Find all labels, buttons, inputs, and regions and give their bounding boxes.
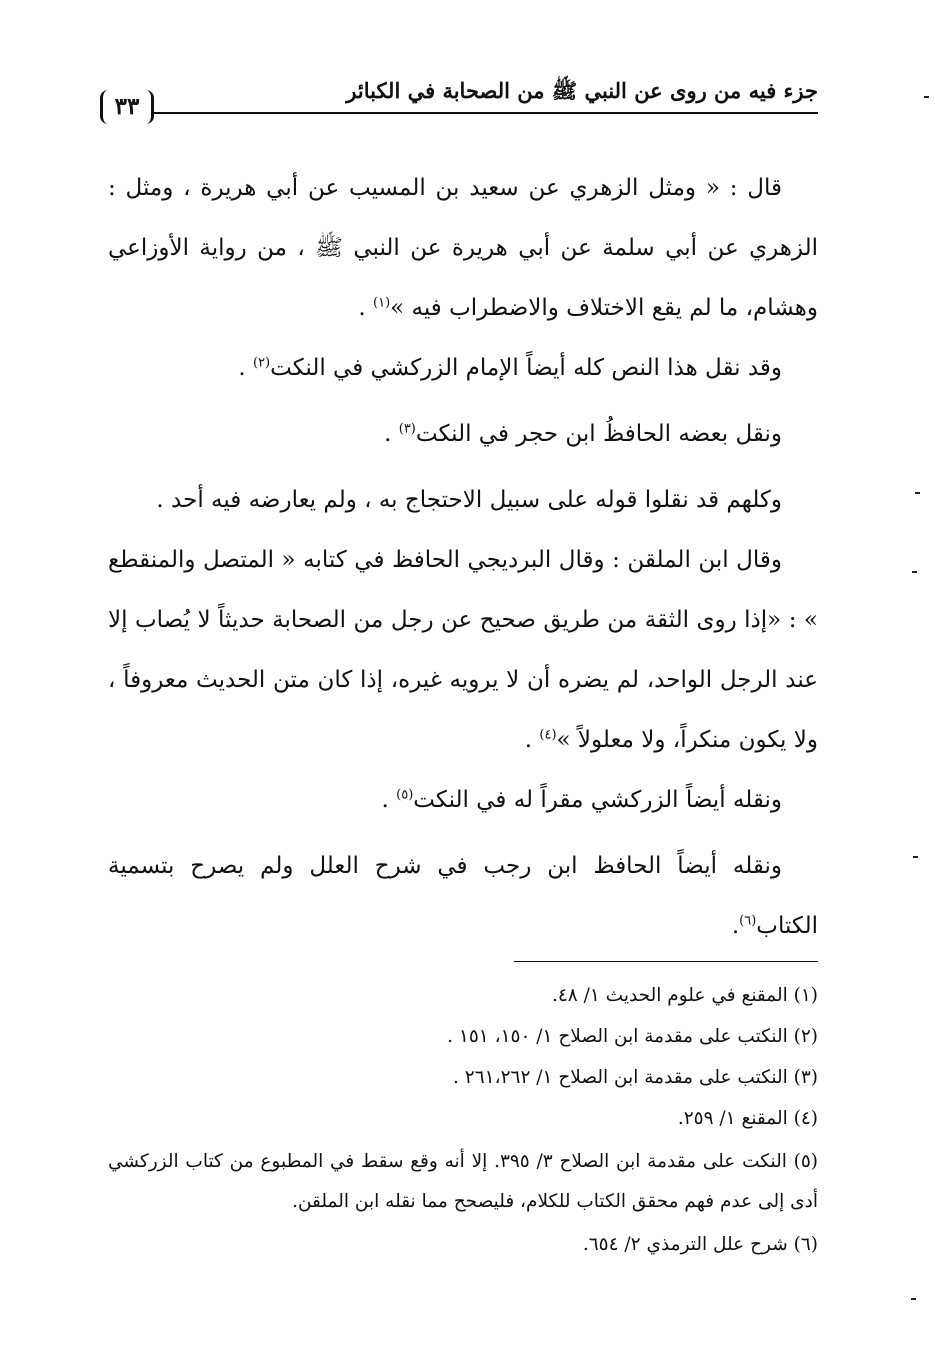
header-rule xyxy=(152,112,818,114)
paragraph-5-text: وقال ابن الملقن : وقال البرديجي الحافظ في كتابه « المتصل والمنقطع » : «إذا روى الثقة من طريق صحيح عن رجل من الصحابة حديثاً لا يُصاب إلا عند الرجل الواحد، لم يضره أن لا يرويه غيره، إذا كان متن الحديث معروفاً ، ولا يكون منكراً، ولا معلولاً » xyxy=(108,547,818,753)
footnote-ref-6: (٦) xyxy=(739,913,757,929)
page-header xyxy=(100,66,818,128)
paragraph-2-text: وقد نقل هذا النص كله أيضاً الإمام الزركشي في النكت xyxy=(270,355,782,381)
paragraph-6 xyxy=(108,770,818,830)
paragraph-6-end: . xyxy=(381,787,397,813)
footnote-ref-3: (٣) xyxy=(398,421,416,437)
paragraph-7-text: ونقله أيضاً الحافظ ابن رجب في شرح العلل ولم يصرح بتسمية الكتاب xyxy=(108,853,818,939)
paragraph-4-text: وكلهم قد نقلوا قوله على سبيل الاحتجاج به ، ولم يعارضه فيه أحد . xyxy=(156,487,782,513)
paragraph-3-end: . xyxy=(384,421,399,447)
margin-mark xyxy=(911,1298,916,1300)
footnote-ref-1: (١) xyxy=(373,295,391,311)
footnote-ref-2: (٢) xyxy=(252,355,271,371)
running-title: جزء فيه من روى عن النبي ﷺ من الصحابة في الكبائر xyxy=(346,78,818,103)
footnote-separator xyxy=(514,961,818,962)
footnote-ref-5: (٥) xyxy=(396,787,414,803)
paragraph-3-text: ونقل بعضه الحافظُ ابن حجر في النكت xyxy=(415,421,782,447)
footnote-3: (٣) النكتب على مقدمة ابن الصلاح ١/ ٢٦١،٢٦٢ . xyxy=(453,1067,818,1088)
footnote-5: (٥) النكت على مقدمة ابن الصلاح ٣/ ٣٩٥. إلا أنه وقع سقط في المطبوع من كتاب الزركشي أدى إلى عدم فهم محقق الكتاب للكلام، فليصحح مما نقله ابن الملقن. xyxy=(108,1151,819,1212)
margin-mark xyxy=(915,492,920,494)
paragraph-7 xyxy=(108,836,818,956)
main-text xyxy=(108,158,818,956)
footnote-ref-4: (٤) xyxy=(539,727,557,743)
paragraph-2-end: . xyxy=(238,355,253,381)
margin-mark xyxy=(924,96,929,98)
page-number: ٣٣ xyxy=(100,90,154,124)
footnote-4: (٤) المقنع ١/ ٢٥٩. xyxy=(677,1108,818,1129)
margin-mark xyxy=(912,571,917,573)
footnote-2: (٢) النكتب على مقدمة ابن الصلاح ١/ ١٥٠، ١٥١ . xyxy=(447,1026,818,1047)
margin-mark xyxy=(913,856,918,858)
paragraph-5 xyxy=(108,530,818,770)
paragraph-2 xyxy=(108,338,818,398)
footnotes xyxy=(108,978,818,1268)
paragraph-7-end: . xyxy=(731,913,740,939)
paragraph-1-text: قال : « ومثل الزهري عن سعيد بن المسيب عن أبي هريرة ، ومثل : الزهري عن أبي سلمة عن أبي هريرة عن النبي ﷺ ، من رواية الأوزاعي وهشام، ما لم يقع الاختلاف والاضطراب فيه » xyxy=(108,175,819,321)
paragraph-3 xyxy=(108,404,818,464)
footnote-6: (٦) شرح علل الترمذي ٢/ ٦٥٤. xyxy=(582,1234,818,1255)
footnote-1: (١) المقنع في علوم الحديث ١/ ٤٨. xyxy=(551,985,818,1006)
paragraph-6-text: ونقله أيضاً الزركشي مقراً له في النكت xyxy=(413,787,782,813)
paragraph-1-end: . xyxy=(358,295,374,321)
paragraph-5-end: . xyxy=(524,727,540,753)
paragraph-1 xyxy=(108,158,818,338)
paragraph-4 xyxy=(108,470,818,530)
